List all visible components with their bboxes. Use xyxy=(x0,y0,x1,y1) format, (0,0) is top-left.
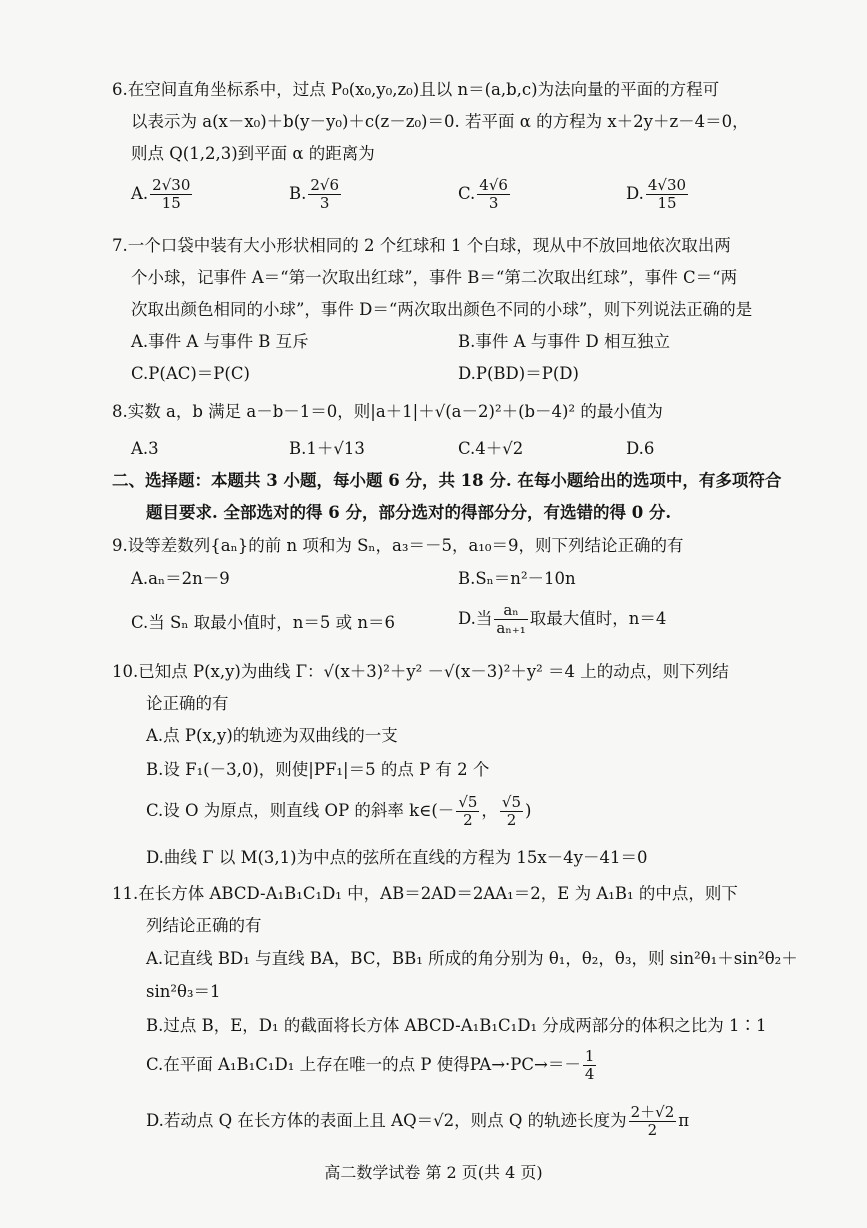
q6-option-a: A. $\frac{2√30}{15}$ xyxy=(131,176,191,212)
q6-line1: 6.在空间直角坐标系中，过点 P₀(x₀,y₀,z₀)且以 n＝(a,b,c)为法向量的平面的方程可 xyxy=(112,80,720,99)
q8-option-c: C.4＋√2 xyxy=(458,439,524,458)
q6-line3: 则点 Q(1,2,3)到平面 α 的距离为 xyxy=(131,144,375,163)
q9-line1: 9.设等差数列{aₙ}的前 n 项和为 Sₙ，a₃＝－5，a₁₀＝9，则下列结论正确的有 xyxy=(112,536,684,555)
q9-option-a: A.aₙ＝2n－9 xyxy=(131,569,230,588)
q11-line2: 列结论正确的有 xyxy=(146,916,262,935)
q11-option-d: D.若动点 Q 在长方体的表面上且 AQ＝√2，则点 Q 的轨迹长度为 $\frac{2+√2}{2}$ π xyxy=(146,1103,690,1139)
q8-option-b: B.1＋√13 xyxy=(289,439,365,458)
q8-option-a: A.3 xyxy=(131,439,159,458)
q7-line2: 个小球，记事件 A＝“第一次取出红球”，事件 B＝“第二次取出红球”，事件 C＝“两 xyxy=(131,268,738,287)
q11-line1: 11.在长方体 ABCD-A₁B₁C₁D₁ 中，AB＝2AD＝2AA₁＝2，E 为 A₁B₁ 的中点，则下 xyxy=(112,884,738,903)
q10-option-b: B.设 F₁(－3,0)，则使|PF₁|＝5 的点 P 有 2 个 xyxy=(146,760,490,779)
q10-line2: 论正确的有 xyxy=(146,694,229,713)
q6-option-c: C. $\frac{4√6}{3}$ xyxy=(458,176,508,212)
q6-line2: 以表示为 a(x－x₀)＋b(y－y₀)＋c(z－z₀)＝0. 若平面 α 的方程为 x＋2y＋z－4＝0， xyxy=(131,112,749,131)
q11-option-a-line2: sin²θ₃＝1 xyxy=(146,982,221,1001)
q8-option-d: D.6 xyxy=(626,439,655,458)
q10-option-a: A.点 P(x,y)的轨迹为双曲线的一支 xyxy=(146,726,398,745)
q8-line1: 8.实数 a，b 满足 a－b－1＝0，则|a＋1|＋√(a－2)²＋(b－4)² 的最小值为 xyxy=(112,402,663,421)
q7-line1: 7.一个口袋中装有大小形状相同的 2 个红球和 1 个白球，现从中不放回地依次取出两 xyxy=(112,236,731,255)
q10-option-d: D.曲线 Γ 以 M(3,1)为中点的弦所在直线的方程为 15x－4y－41＝0 xyxy=(146,848,648,867)
q9-option-b: B.Sₙ＝n²－10n xyxy=(458,569,576,588)
q10-line1: 10.已知点 P(x,y)为曲线 Γ：√(x＋3)²＋y² －√(x－3)²＋y² ＝4 上的动点，则下列结 xyxy=(112,662,729,681)
q6-option-d: D. $\frac{4√30}{15}$ xyxy=(626,176,687,212)
q11-option-a-line1: A.记直线 BD₁ 与直线 BA，BC，BB₁ 所成的角分别为 θ₁，θ₂，θ₃，则 sin²θ₁＋sin²θ₂＋ xyxy=(146,949,798,968)
q11-option-c: C.在平面 A₁B₁C₁D₁ 上存在唯一的点 P 使得PA→·PC→＝－ $\frac{1}{4}$ xyxy=(146,1047,595,1083)
q7-option-a: A.事件 A 与事件 B 互斥 xyxy=(131,332,309,351)
q7-option-b: B.事件 A 与事件 D 相互独立 xyxy=(458,332,670,351)
q9-option-c: C.当 Sₙ 取最小值时，n＝5 或 n＝6 xyxy=(131,613,395,632)
section2-heading-line2: 题目要求. 全部选对的得 6 分，部分选对的得部分分，有选错的得 0 分. xyxy=(146,503,672,522)
q7-option-d: D.P(BD)＝P(D) xyxy=(458,364,579,383)
q7-line3: 次取出颜色相同的小球”，事件 D＝“两次取出颜色不同的小球”，则下列说法正确的是 xyxy=(131,300,753,319)
q9-option-d: D.当 $\frac{\text{aₙ}}{\text{aₙ₊₁}}$ 取最大值时，n＝4 xyxy=(458,601,667,637)
section2-heading-line1: 二、选择题：本题共 3 小题，每小题 6 分，共 18 分. 在每小题给出的选项中，有多项符合 xyxy=(112,471,782,490)
page-footer: 高二数学试卷 第 2 页(共 4 页) xyxy=(324,1163,543,1182)
q11-option-b: B.过点 B，E，D₁ 的截面将长方体 ABCD-A₁B₁C₁D₁ 分成两部分的体积之比为 1∶1 xyxy=(146,1016,767,1035)
q6-option-b: B. $\frac{2√6}{3}$ xyxy=(289,176,340,212)
q7-option-c: C.P(AC)＝P(C) xyxy=(131,364,250,383)
q10-option-c: C.设 O 为原点，则直线 OP 的斜率 k∈(－ $\frac{√5}{2}$ ， $\frac{√5}{2}$ ) xyxy=(146,793,532,829)
